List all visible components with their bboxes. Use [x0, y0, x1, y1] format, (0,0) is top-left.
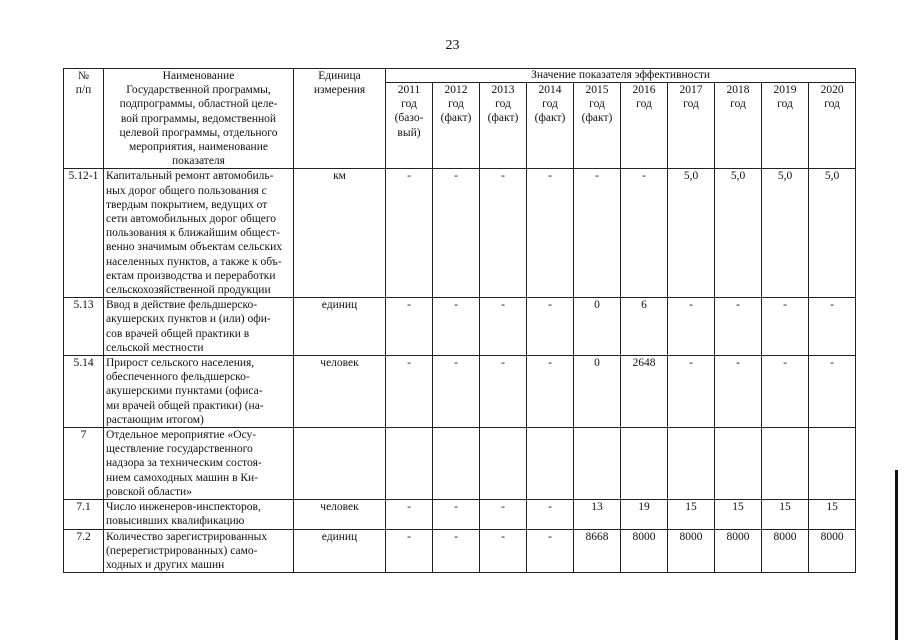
table-row [64, 298, 856, 356]
row-value: - [527, 169, 574, 298]
row-value: 19 [621, 500, 668, 529]
row-value: - [386, 298, 433, 356]
row-value [386, 428, 433, 500]
row-value [668, 428, 715, 500]
row-unit [294, 428, 386, 500]
row-value: 13 [574, 500, 621, 529]
row-name: Количество зарегистрированных (перерегистрированных) само- ходных и других машин [104, 529, 294, 573]
scan-edge-mark [895, 470, 898, 640]
header-year-2012: 2012 год (факт) [433, 83, 480, 169]
table-row [64, 169, 856, 298]
row-name: Число инженеров-инспекторов, повысивших квалификацию [104, 500, 294, 529]
row-value: - [574, 169, 621, 298]
row-value: 8000 [715, 529, 762, 573]
table-row [64, 529, 856, 573]
row-num: 7.1 [64, 500, 104, 529]
table-row [64, 428, 856, 500]
row-num: 7.2 [64, 529, 104, 573]
header-values-title: Значение показателя эффективности [386, 69, 856, 83]
row-value: 15 [809, 500, 856, 529]
row-value [715, 428, 762, 500]
row-value: - [621, 169, 668, 298]
row-value: - [480, 500, 527, 529]
table-row [64, 500, 856, 529]
row-value: - [433, 298, 480, 356]
table-row [64, 356, 856, 428]
row-value: 5,0 [762, 169, 809, 298]
header-year-2018: 2018 год [715, 83, 762, 169]
row-num: 5.12-1 [64, 169, 104, 298]
row-value: - [433, 169, 480, 298]
row-value: - [762, 356, 809, 428]
row-value: - [480, 169, 527, 298]
row-value: - [668, 298, 715, 356]
row-value: - [527, 500, 574, 529]
efficiency-indicators-table [63, 68, 856, 573]
row-unit: единиц [294, 298, 386, 356]
page-number: 23 [445, 38, 460, 53]
row-value [433, 428, 480, 500]
row-value: - [527, 298, 574, 356]
row-name: Прирост сельского населения, обеспеченного фельдшерско- акушерскими пунктами (офиса- ми врачей общей практики) (на- растающим итогом) [104, 356, 294, 428]
row-value [574, 428, 621, 500]
row-value: - [480, 529, 527, 573]
row-num: 7 [64, 428, 104, 500]
header-unit: Единица измерения [294, 69, 386, 169]
table-body [64, 169, 856, 573]
header-year-2017: 2017 год [668, 83, 715, 169]
row-value [480, 428, 527, 500]
row-value [527, 428, 574, 500]
row-value: 0 [574, 356, 621, 428]
row-value: - [480, 356, 527, 428]
row-value: - [527, 356, 574, 428]
row-value: 5,0 [668, 169, 715, 298]
header-year-2020: 2020 год [809, 83, 856, 169]
row-value: 5,0 [715, 169, 762, 298]
header-year-2015: 2015 год (факт) [574, 83, 621, 169]
row-value: 8668 [574, 529, 621, 573]
row-value: - [433, 529, 480, 573]
row-value: 5,0 [809, 169, 856, 298]
row-value: 8000 [762, 529, 809, 573]
header-year-2013: 2013 год (факт) [480, 83, 527, 169]
row-value: - [433, 356, 480, 428]
row-value: 8000 [621, 529, 668, 573]
row-value: - [715, 356, 762, 428]
row-value: - [386, 500, 433, 529]
row-unit: км [294, 169, 386, 298]
row-value: 0 [574, 298, 621, 356]
row-value: 15 [762, 500, 809, 529]
row-num: 5.14 [64, 356, 104, 428]
row-value: 15 [715, 500, 762, 529]
header-year-2016: 2016 год [621, 83, 668, 169]
header-year-2014: 2014 год (факт) [527, 83, 574, 169]
row-value: - [715, 298, 762, 356]
row-value: - [762, 298, 809, 356]
header-year-2011: 2011 год (базо- вый) [386, 83, 433, 169]
row-unit: единиц [294, 529, 386, 573]
row-value: - [386, 169, 433, 298]
row-value: - [809, 356, 856, 428]
row-value: 6 [621, 298, 668, 356]
row-value: - [433, 500, 480, 529]
row-value: 8000 [668, 529, 715, 573]
row-value: 15 [668, 500, 715, 529]
header-num: № п/п [64, 69, 104, 169]
row-unit: человек [294, 500, 386, 529]
row-value: - [527, 529, 574, 573]
row-value [809, 428, 856, 500]
row-value: - [386, 356, 433, 428]
row-value: - [480, 298, 527, 356]
row-name: Ввод в действие фельдшерско- акушерских пунктов и (или) офи- сов врачей общей практики в сельской местности [104, 298, 294, 356]
row-num: 5.13 [64, 298, 104, 356]
row-name: Отдельное мероприятие «Осу- ществление государственного надзора за техническим состоя- нием самоходных машин в Ки- ровской области» [104, 428, 294, 500]
row-value: - [668, 356, 715, 428]
row-value [621, 428, 668, 500]
row-value: - [809, 298, 856, 356]
header-year-2019: 2019 год [762, 83, 809, 169]
row-value: 8000 [809, 529, 856, 573]
row-unit: человек [294, 356, 386, 428]
row-name: Капитальный ремонт автомобиль- ных дорог общего пользования с твердым покрытием, ведущих от сети автомобильных дорог общего пользования к ближайшим общест- венно значимым объектам сельских населенных пунктов, а также к объ- ектам производства и переработки сельскохозяйственной продукции [104, 169, 294, 298]
row-value: - [386, 529, 433, 573]
header-name: Наименование Государственной программы, подпрограммы, областной целе- вой программы, ведомственной целевой программы, отдельного мероприятия, наименование показателя [104, 69, 294, 169]
row-value [762, 428, 809, 500]
row-value: 2648 [621, 356, 668, 428]
